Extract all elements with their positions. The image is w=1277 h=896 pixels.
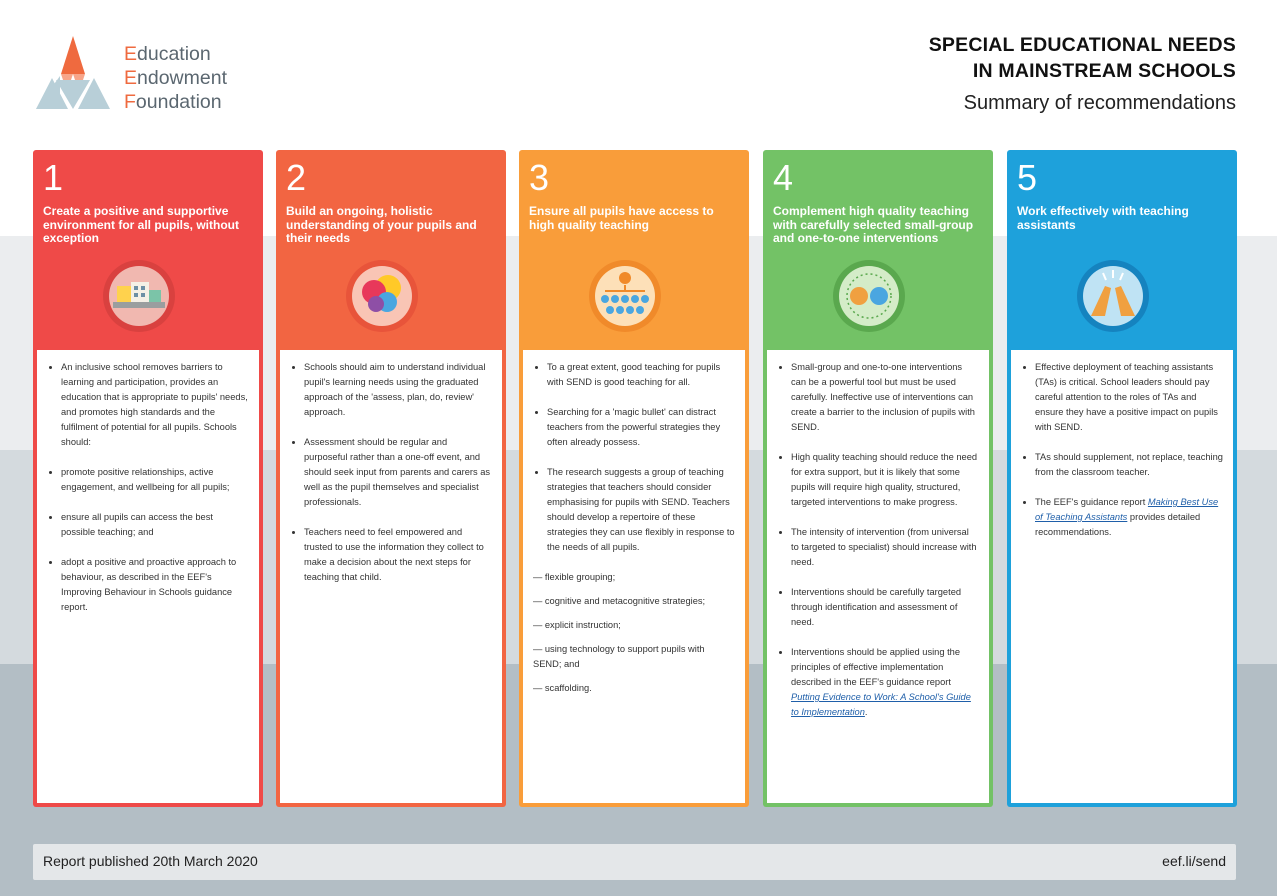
recommendation-card-2 (276, 150, 506, 807)
page-title-line-1: SPECIAL EDUCATIONAL NEEDS (928, 34, 1236, 56)
teacher-and-class-icon (587, 258, 663, 334)
recommendation-number: 1 (43, 157, 64, 198)
recommendation-list (767, 360, 989, 735)
recommendation-card-1 (33, 150, 263, 807)
list-subitem: — using technology to support pupils with SEND; and (533, 642, 735, 672)
recommendation-heading: Work effectively with teaching assistants (1017, 204, 1189, 232)
recommendation-list (37, 360, 259, 630)
recommendation-number: 3 (529, 157, 550, 198)
recommendation-heading: Ensure all pupils have access to high quality teaching (529, 204, 714, 232)
overlapping-heads-icon (344, 258, 420, 334)
page-title-block (929, 32, 1236, 116)
recommendation-body (37, 350, 259, 803)
recommendation-number: 2 (286, 157, 307, 198)
page-subtitle: Summary of recommendations (963, 92, 1236, 114)
list-item: • ensure all pupils can access the best possible teaching; and (61, 510, 249, 540)
eef-triangle-logo-icon (34, 36, 112, 112)
recommendation-number: 4 (773, 157, 794, 198)
recommendation-body (767, 350, 989, 803)
recommendation-list (280, 360, 502, 600)
list-item: • Small-group and one-to-one interventions can be a powerful tool but must be used carefully. Ineffective use of interventions can create a barrier to the inclusion of pupils with SEND. (791, 360, 979, 435)
eef-logo (34, 36, 254, 116)
recommendation-body (523, 350, 745, 803)
list-item: • Teachers need to feel empowered and trusted to use the information they collect to make a decision about the next steps for teaching that child. (304, 525, 492, 585)
recommendation-heading: Build an ongoing, holistic understanding of your pupils and their needs (286, 204, 477, 245)
list-item: • The research suggests a group of teaching strategies that teachers should consider emphasising for pupils with SEND. Teachers should develop a repertoire of these strategies they can use flexibly in response to the needs of all pupils. (547, 465, 735, 555)
teaching-assistants-guide-link[interactable]: Making Best Use of Teaching Assistants (1035, 497, 1219, 522)
recommendation-number: 5 (1017, 157, 1038, 198)
list-subitem: — explicit instruction; (533, 618, 735, 633)
recommendation-card-5 (1007, 150, 1237, 807)
recommendation-body (1011, 350, 1233, 803)
two-heads-dialogue-icon (831, 258, 907, 334)
recommendation-heading: Create a positive and supportive environment for all pupils, without exception (43, 204, 240, 245)
list-item: • To a great extent, good teaching for pupils with SEND is good teaching for all. (547, 360, 735, 390)
list-item: • Searching for a 'magic bullet' can distract teachers from the powerful strategies they often already possess. (547, 405, 735, 450)
list-item: • TAs should supplement, not replace, teaching from the classroom teacher. (1035, 450, 1223, 480)
recommendation-list (523, 360, 745, 705)
recommendation-body (280, 350, 502, 803)
logo-wordmark: Education Endowment Foundation (124, 43, 227, 113)
list-item: • Schools should aim to understand individual pupil's learning needs using the graduated approach of the 'assess, plan, do, review' approach. (304, 360, 492, 420)
recommendation-card-3 (519, 150, 749, 807)
list-item: • Effective deployment of teaching assistants (TAs) is critical. School leaders should pay careful attention to the roles of TAs and ensure they have a positive impact on pupils with SEND. (1035, 360, 1223, 435)
report-url[interactable]: eef.li/send (1162, 853, 1226, 869)
page-title-line-2: IN MAINSTREAM SCHOOLS (972, 60, 1236, 82)
recommendation-list (1011, 360, 1233, 555)
list-item: • promote positive relationships, active engagement, and wellbeing for all pupils; (61, 465, 249, 495)
list-subitem: — cognitive and metacognitive strategies; (533, 594, 735, 609)
high-five-icon (1075, 258, 1151, 334)
publication-date: Report published 20th March 2020 (43, 853, 258, 869)
list-item: • Interventions should be applied using the principles of effective implementation described in the EEF's guidance report Putting Evidence to Work: A School's Guide to Implementation. (791, 645, 979, 720)
recommendation-card-4 (763, 150, 993, 807)
list-item: • adopt a positive and proactive approach to behaviour, as described in the EEF's Improving Behaviour in Schools guidance report. (61, 555, 249, 615)
recommendation-heading: Complement high quality teaching with carefully selected small-group and one-to-one interventions (773, 204, 974, 245)
list-item: • Interventions should be carefully targeted through identification and assessment of need. (791, 585, 979, 630)
list-item: • High quality teaching should reduce the need for extra support, but it is likely that some pupils will require high quality, structured, targeted interventions to make progress. (791, 450, 979, 510)
list-item: • Assessment should be regular and purposeful rather than a one-off event, and should seek input from parents and carers as well as the pupil themselves and specialist professionals. (304, 435, 492, 510)
list-item: • The intensity of intervention (from universal to targeted to specialist) should increase with need. (791, 525, 979, 570)
footer-bar (33, 844, 1236, 880)
implementation-guide-link[interactable]: Putting Evidence to Work: A School's Guide to Implementation (791, 692, 971, 717)
list-item: • The EEF's guidance report Making Best Use of Teaching Assistants provides detailed recommendations. (1035, 495, 1223, 540)
list-subitem: — scaffolding. (533, 681, 735, 696)
school-building-icon (101, 258, 177, 334)
list-item: • An inclusive school removes barriers to learning and participation, provides an education that is appropriate to pupils' needs, and promotes high standards and the fulfilment of potential for all pupils. Schools should: (61, 360, 249, 450)
list-subitem: — flexible grouping; (533, 570, 735, 585)
